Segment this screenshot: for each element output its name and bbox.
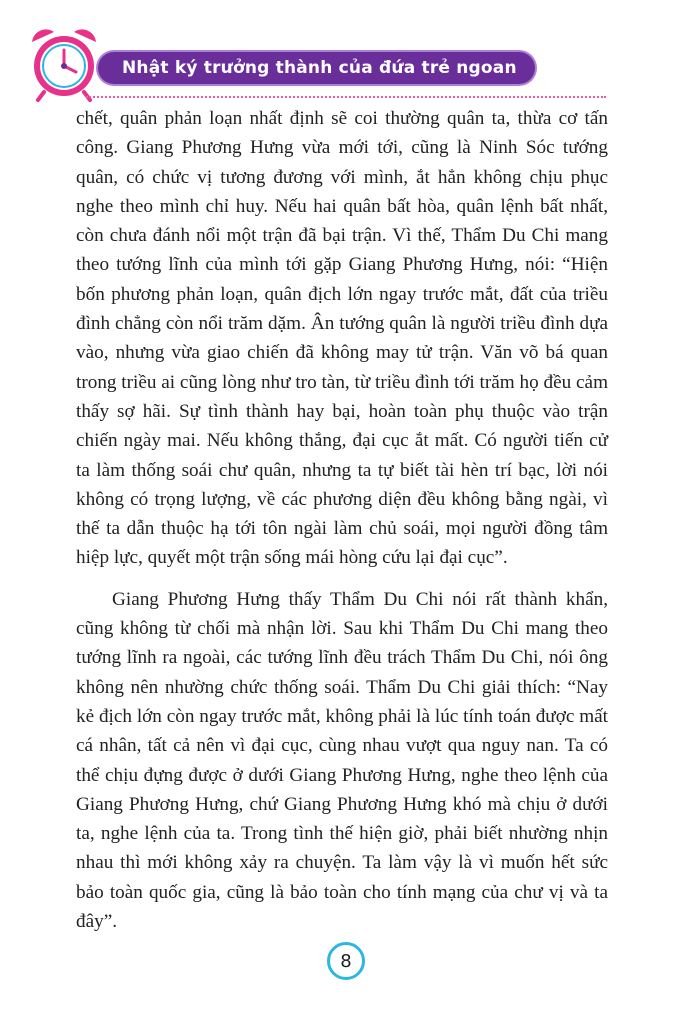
- body-text: [76, 104, 608, 936]
- paragraph: chết, quân phản loạn nhất định sẽ coi thường quân ta, thừa cơ tấn công. Giang Phương Hưng vừa mới tới, cũng là Ninh Sóc tướng quân, có chức vị tương đương với mình, ắt hẳn không chịu phục nghe theo mình chỉ huy. Nếu hai quân bất hòa, quân lệnh bất nhất, còn chưa đánh nổi một trận đã bại trận. Vì thế, Thẩm Du Chi mang theo tướng lĩnh của mình tới gặp Giang Phương Hưng, nói: “Hiện bốn phương phản loạn, quân địch lớn ngay trước mắt, đất của triều đình chẳng còn nổi trăm dặm. Ân tướng quân là người triều đình dựa vào, nhưng vừa giao chiến đã không may tử trận. Văn võ bá quan trong triều ai cũng lòng như tro tàn, từ triều đình tới trăm họ đều cảm thấy sợ hãi. Sự tình thành hay bại, hoàn toàn phụ thuộc vào trận chiến ngày mai. Nếu không thắng, đại cục ắt mất. Có người tiến cử ta làm thống soái chư quân, nhưng ta tự biết tài hèn trí bạc, lời nói không có trọng lượng, về các phương diện đều không bằng ngài, vì thế ta dẫn thuộc hạ tới tôn ngài làm chủ soái, mọi người đồng tâm hiệp lực, quyết một trận sống mái hòng cứu lại đại cục”.: [76, 108, 608, 569]
- header-banner: [98, 52, 535, 84]
- paragraph: Giang Phương Hưng thấy Thẩm Du Chi nói rất thành khẩn, cũng không từ chối mà nhận lời. Sau khi Thẩm Du Chi mang theo tướng lĩnh ra ngoài, các tướng lĩnh đều trách Thẩm Du Chi, nói ông không nên nhường chức thống soái. Thẩm Du Chi giải thích: “Nay kẻ địch lớn còn ngay trước mắt, không phải là lúc tính toán được mất cá nhân, tất cả nên vì đại cục, cùng nhau vượt qua nguy nan. Ta có thể chịu đựng được ở dưới Giang Phương Hưng, nghe theo lệnh của Giang Phương Hưng, chứ Giang Phương Hưng khó mà chịu ở dưới ta, nghe lệnh của ta. Trong tình thế hiện giờ, phải biết nhường nhịn nhau thì mới không xảy ra chuyện. Ta làm vậy là vì muốn hết sức bảo toàn quốc gia, cũng là bảo toàn cho tính mạng của chư vị và ta đây”.: [76, 588, 608, 933]
- header-divider: [86, 96, 606, 98]
- page-number: 8: [340, 950, 352, 972]
- page-header: [14, 22, 517, 102]
- header-title: Nhật ký trưởng thành của đứa trẻ ngoan: [122, 58, 517, 78]
- page-number-badge: [327, 942, 365, 980]
- alarm-clock-icon: [14, 22, 110, 102]
